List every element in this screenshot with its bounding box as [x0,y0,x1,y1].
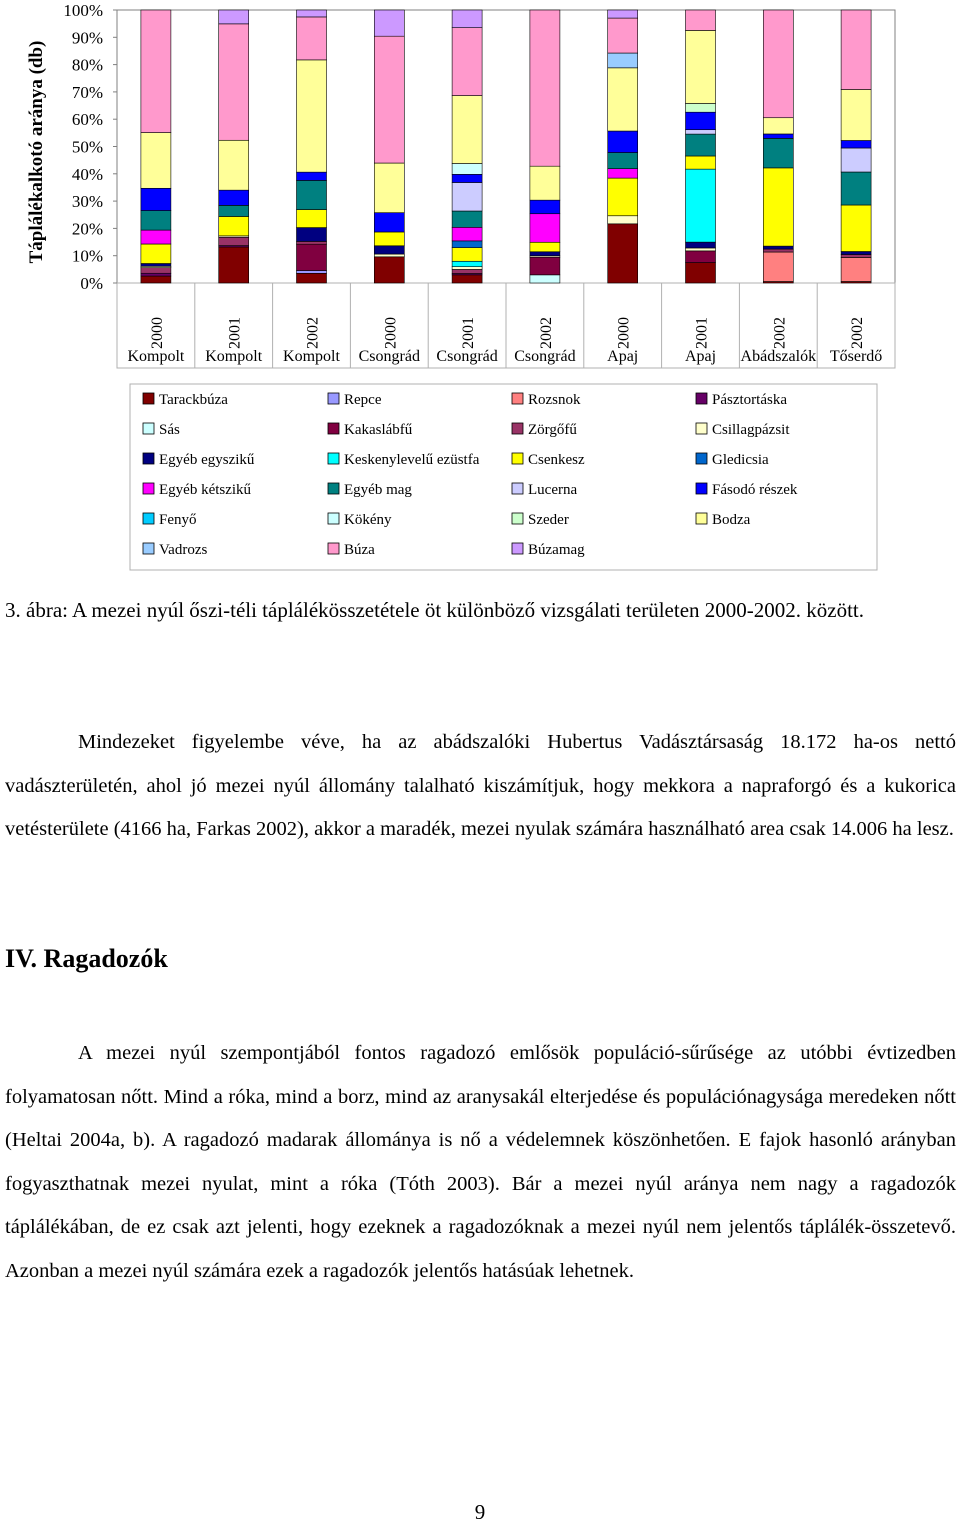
bar-segment [530,166,560,200]
bar-segment [141,230,171,244]
bar-segment [141,10,171,133]
bar-segment [297,241,327,244]
bar-segment [374,232,404,246]
bar-segment [686,248,716,251]
bar-segment [297,273,327,283]
bar-segment [841,205,871,252]
x-axis-categories [127,317,882,365]
y-tick-label: 60% [71,110,103,130]
y-tick-label: 100% [63,1,103,20]
legend-label: Fenyő [159,512,197,528]
y-tick-label: 80% [71,55,103,75]
bar-segment [374,246,404,254]
legend-swatch [512,423,523,434]
bar-segment [608,10,638,18]
bar-segment [141,211,171,231]
x-site-label: Kompolt [127,348,185,365]
legend-swatch [512,543,523,554]
x-year-label: 2000 [148,317,166,349]
bar-segment [219,237,249,245]
bar-segment [374,163,404,213]
bar-segment [297,17,327,60]
x-year-label: 2002 [771,317,789,349]
bar-segment [219,216,249,235]
bar-segment [841,148,871,172]
bar-segment [297,60,327,172]
legend-swatch [143,423,154,434]
legend-label: Egyéb kétszikű [159,482,252,498]
bar-segment [297,228,327,242]
bar-segment [530,214,560,243]
x-year-label: 2002 [304,317,322,349]
bar-segment [608,169,638,178]
legend-swatch [328,483,339,494]
legend-swatch [696,453,707,464]
bar-segment [452,211,482,227]
bar-segment [530,257,560,275]
bar-segment [841,172,871,205]
legend-swatch [696,483,707,494]
legend-label: Sás [159,422,180,438]
legend-swatch [328,513,339,524]
x-year-label: 2000 [382,317,400,349]
y-tick-label: 10% [71,246,103,266]
bar-segment [686,10,716,30]
bar-segment [608,131,638,153]
legend-label: Lucerna [528,482,578,498]
x-site-label: Abádszalók [740,348,817,365]
bar-segment [141,133,171,189]
legend-swatch [512,513,523,524]
x-year-label: 2002 [537,317,555,349]
bar-segment [141,188,171,210]
legend-swatch [512,483,523,494]
bar-segment [452,227,482,241]
y-axis-ticks [63,1,117,293]
legend-label: Vadrozs [159,542,208,558]
x-site-label: Csongrád [358,348,420,365]
bar-segment [841,10,871,90]
x-site-label: Kompolt [283,348,340,365]
bar-segment [530,252,560,256]
y-tick-label: 30% [71,192,103,212]
legend-swatch [512,453,523,464]
y-tick-label: 40% [71,164,103,184]
legend-label: Rozsnok [528,392,581,408]
paragraph-predators: A mezei nyúl szempontjából fontos ragadozó emlősök populáció-sűrűsége az utóbbi évtizedben folyamatosan nőtt. Mind a róka, mind a borz, mind az aranysakál elterjedése és populációnagysága meredeken nőtt (Heltai 2004a, b). A ragadozó madarak állománya is nő a védelemnek köszönhetően. E fajok hasonló arányban fogyaszthatnak mezei nyulat, mint a róka (Tóth 2003). Bár a mezei nyúl aránya nem nagy a ragadozók táplálékában, de ez csak azt jelenti, hogy ezeknek a ragadozóknak a mezei nyúl nem jelentős táplálék-összetevő. Azonban a mezei nyúl számára ezek a ragadozók jelentős hatásúak lehetnek. [5,1042,956,1282]
legend-label: Egyéb egyszikű [159,452,255,468]
bar-segment [297,210,327,228]
y-tick-label: 50% [71,137,103,157]
x-year-label: 2001 [226,317,244,349]
bar-segment [374,257,404,283]
y-axis-title: Táplálékalkotó aránya (db) [26,40,47,264]
stacked-bar-chart [0,0,960,580]
legend-label: Búzamag [528,542,585,558]
legend-label: Keskenylevelű ezüstfa [344,452,480,468]
legend-label: Szeder [528,512,569,528]
bar-segment [452,261,482,266]
bar-segment [530,10,560,166]
legend-swatch [143,393,154,404]
legend-swatch [512,393,523,404]
x-site-label: Csongrád [514,348,576,365]
legend-swatch [696,423,707,434]
legend-label: Csenkesz [528,452,585,468]
bar-segment [452,174,482,182]
bar-segment [763,134,793,138]
bar-segment [686,103,716,112]
bar-segment [297,271,327,274]
bar-segment [763,168,793,246]
bar-segment [841,258,871,282]
bar-segment [686,112,716,130]
y-tick-label: 0% [80,274,103,293]
bar-segment [686,156,716,169]
bar-segment [608,216,638,224]
bar-segment [686,251,716,263]
bar-segment [219,140,249,190]
bar-segment [686,30,716,103]
bar-segment [608,68,638,131]
legend [130,384,877,570]
legend-label: Egyéb mag [344,482,412,498]
legend-swatch [696,393,707,404]
y-tick-label: 70% [71,82,103,102]
legend-swatch [328,423,339,434]
bar-segment [452,28,482,96]
bar-segment [374,36,404,163]
y-tick-label: 20% [71,219,103,239]
bar-segment [141,264,171,267]
bar-segment [374,254,404,257]
legend-label: Csillagpázsit [712,422,790,438]
legend-label: Repce [344,392,382,408]
bar-segment [763,10,793,118]
bar-segment [219,247,249,283]
x-year-label: 2001 [460,317,478,349]
bar-segment [141,276,171,283]
x-year-label: 2002 [849,317,867,349]
bar-segment [530,275,560,283]
legend-label: Kökény [344,512,392,528]
bar-segment [763,252,793,282]
bar-segment [297,180,327,209]
bar-segment [608,153,638,169]
legend-label: Zörgőfű [528,422,577,438]
bar-segment [452,267,482,270]
x-site-label: Kompolt [205,348,263,365]
bar-segment [530,242,560,252]
legend-swatch [328,393,339,404]
bar-segment [374,10,404,36]
bar-segment [686,263,716,283]
bar-segment [608,224,638,283]
page-number: 9 [474,1500,486,1524]
bar-segment [530,200,560,214]
legend-label: Bodza [712,512,751,528]
bar-segment [763,246,793,249]
bar-segment [608,178,638,216]
bar-segment [452,269,482,273]
legend-swatch [328,543,339,554]
bar-segment [452,10,482,28]
bar-segment [763,138,793,168]
bar-segment [297,244,327,270]
x-site-label: Apaj [607,348,639,365]
legend-label: Kakaslábfű [344,422,413,438]
legend-swatch [696,513,707,524]
bar-segment [452,163,482,174]
legend-swatch [143,513,154,524]
legend-label: Pásztortáska [712,392,787,408]
bar-segment [374,213,404,232]
bar-segment [841,252,871,255]
bar-segment [141,268,171,274]
bar-segment [686,134,716,156]
x-site-label: Apaj [684,348,717,365]
legend-label: Fásodó részek [712,482,798,498]
bar-segment [608,18,638,53]
section-heading: IV. Ragadozók [5,944,168,973]
bar-segment [219,10,249,24]
bar-segment [219,190,249,205]
bar-segment [141,244,171,264]
legend-swatch [143,483,154,494]
bar-segment [686,169,716,242]
legend-swatch [143,453,154,464]
x-site-label: Tőserdő [829,348,883,365]
x-site-label: Csongrád [436,348,498,365]
bar-segment [686,130,716,134]
bar-segment [608,53,638,68]
legend-box [130,384,877,570]
legend-swatch [143,543,154,554]
bar-segment [141,273,171,276]
bar-segment [841,255,871,258]
legend-label: Tarackbúza [159,392,228,408]
bar-segment [452,241,482,248]
bar-segment [841,90,871,141]
y-tick-label: 90% [71,28,103,48]
bar-segment [297,10,327,17]
bar-segment [452,248,482,262]
bar-segment [841,141,871,149]
paragraph-abadszalok: Mindezeket figyelembe véve, ha az abádszalóki Hubertus Vadásztársaság 18.172 ha-os nettó vadászterületén, ahol jó mezei nyúl állomány talalható kiszámítjuk, hogy mekkora a napraforgó és a kukorica vetésterülete (4166 ha, Farkas 2002), akkor a maradék, mezei nyulak számára használható area csak 14.006 ha lesz. [5,731,956,840]
bar-segment [452,96,482,164]
legend-swatch [328,453,339,464]
bar-segment [219,205,249,216]
figure-caption: 3. ábra: A mezei nyúl őszi-téli táplálékösszetétele öt különböző vizsgálati területen 2000-2002. között. [5,598,865,622]
x-year-label: 2001 [693,317,711,349]
bar-segment [452,182,482,211]
bar-segment [219,24,249,140]
legend-label: Gledicsia [712,452,769,468]
legend-label: Búza [344,542,375,558]
bar-segment [763,118,793,134]
bar-segment [763,249,793,252]
bar-segment [297,172,327,180]
bar-segment [452,275,482,283]
bar-segment [686,242,716,248]
x-year-label: 2000 [615,317,633,349]
